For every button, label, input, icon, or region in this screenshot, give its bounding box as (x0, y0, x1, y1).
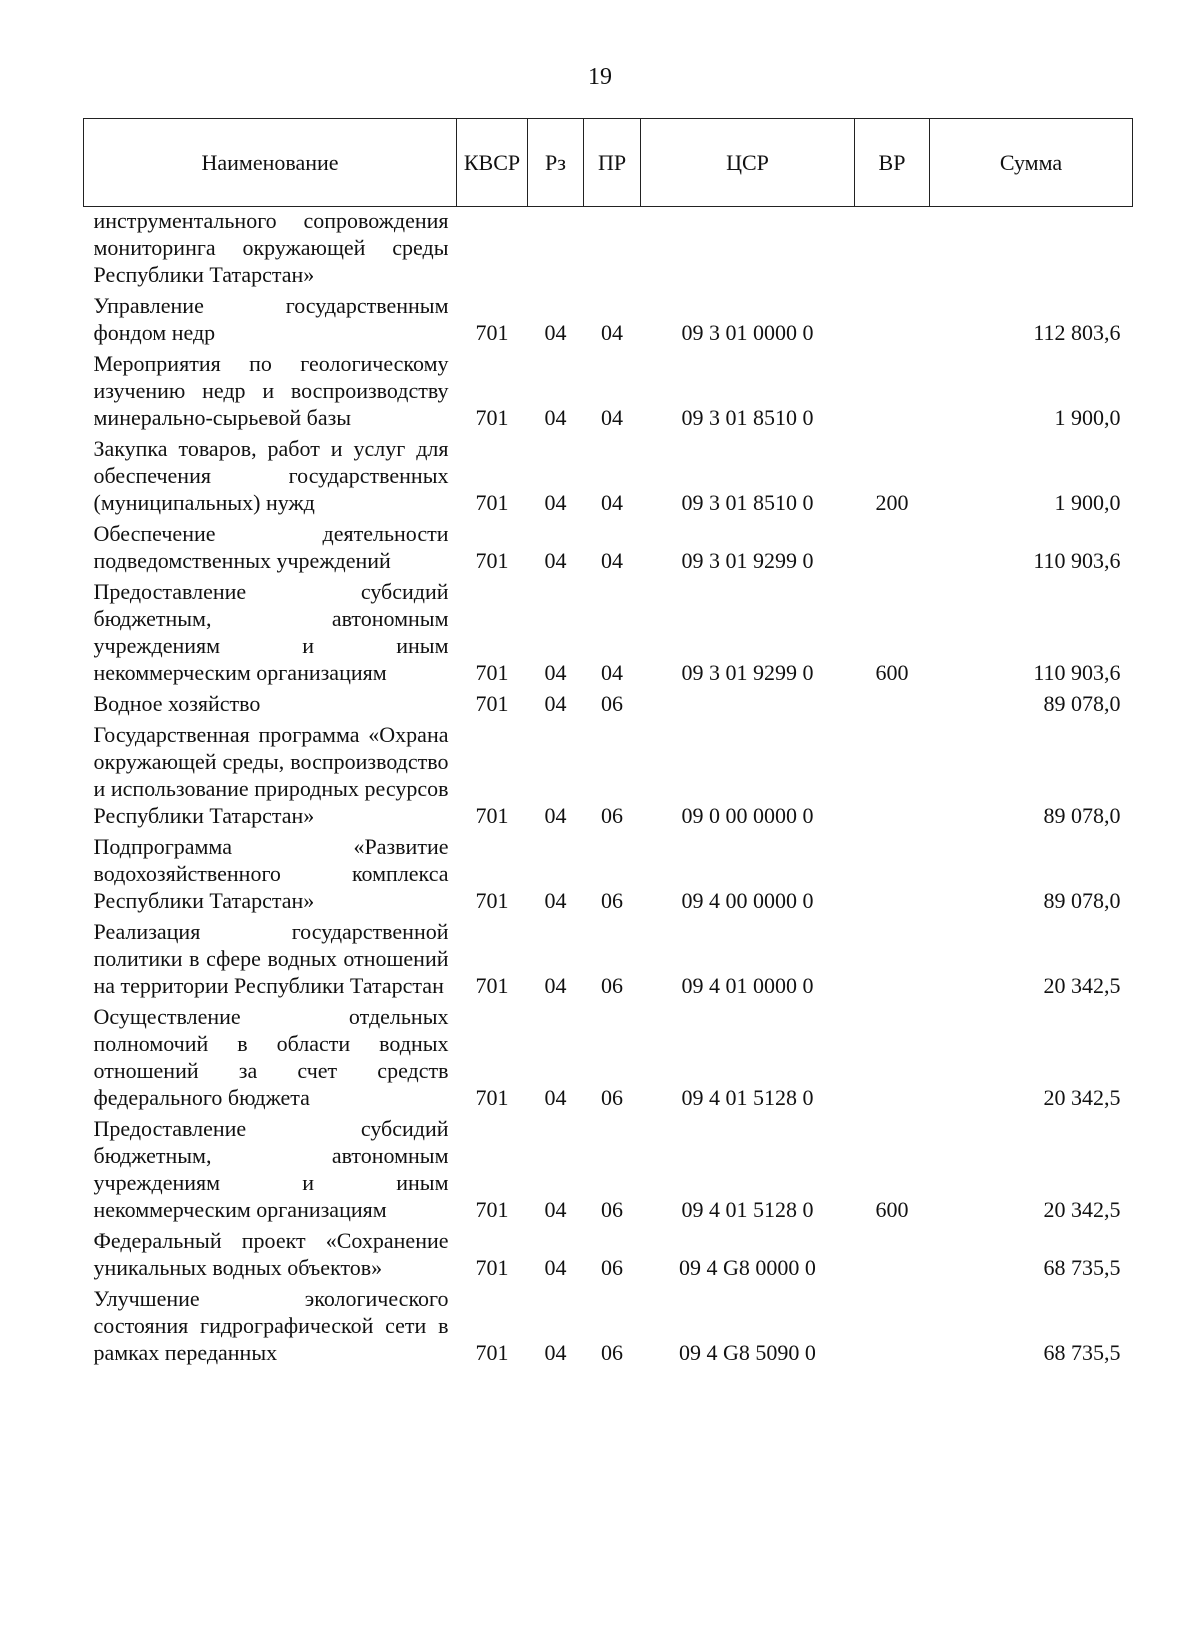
cell-vr (855, 721, 930, 833)
cell-kvsr (457, 207, 528, 293)
cell-sum: 112 803,6 (1033, 320, 1121, 345)
cell-kvsr: 701 (475, 691, 509, 716)
cell-name: Мероприятия по геологическому изучению недр и воспроизводству минерально-сырьевой базы (93, 351, 449, 430)
cell-rz: 04 (544, 973, 567, 998)
cell-rz: 04 (544, 405, 567, 430)
cell-kvsr: 701 (475, 490, 509, 515)
header-csr: ЦСР (641, 119, 855, 207)
cell-rz: 04 (544, 1255, 567, 1280)
cell-pr: 04 (601, 660, 623, 685)
header-vr: ВР (855, 119, 930, 207)
cell-csr: 09 4 G8 0000 0 (679, 1255, 816, 1280)
cell-sum: 68 735,5 (1043, 1340, 1121, 1365)
cell-name: Обеспечение деятельности подведомственных учреждений (93, 521, 449, 573)
cell-rz (528, 207, 584, 293)
cell-pr: 04 (601, 320, 623, 345)
cell-vr (855, 1003, 930, 1115)
page-number: 19 (588, 64, 612, 90)
cell-vr (855, 207, 930, 293)
cell-csr: 09 3 01 9299 0 (681, 660, 814, 685)
cell-sum: 110 903,6 (1033, 660, 1121, 685)
cell-pr: 06 (601, 1085, 623, 1110)
cell-csr: 09 3 01 8510 0 (681, 405, 814, 430)
cell-csr: 09 4 01 0000 0 (681, 973, 814, 998)
budget-table (83, 118, 1133, 1370)
cell-pr: 04 (601, 490, 623, 515)
header-pr: ПР (584, 119, 641, 207)
cell-kvsr: 701 (475, 973, 509, 998)
cell-kvsr: 701 (475, 660, 509, 685)
cell-csr: 09 4 G8 5090 0 (679, 1340, 816, 1365)
cell-pr (584, 207, 641, 293)
cell-sum: 1 900,0 (1054, 405, 1121, 430)
header-kvsr: КВСР (457, 119, 528, 207)
cell-kvsr: 701 (475, 320, 509, 345)
header-sum: Сумма (930, 119, 1133, 207)
cell-sum (930, 207, 1133, 293)
cell-sum: 89 078,0 (1043, 803, 1121, 828)
cell-rz: 04 (544, 888, 567, 913)
cell-name: Предоставление субсидий бюджетным, автономным учреждениям и иным некоммерческим организациям (93, 579, 449, 685)
table-row (84, 1003, 1133, 1115)
cell-rz: 04 (544, 660, 567, 685)
cell-sum: 68 735,5 (1043, 1255, 1121, 1280)
table-row (84, 435, 1133, 520)
cell-kvsr: 701 (475, 1255, 509, 1280)
cell-name: инструментального сопровождения мониторинга окружающей среды Республики Татарстан» (93, 208, 449, 287)
cell-rz: 04 (544, 1340, 567, 1365)
table-row (84, 1227, 1133, 1285)
cell-sum: 20 342,5 (1043, 1197, 1121, 1222)
header-name: Наименование (84, 119, 457, 207)
cell-kvsr: 701 (475, 1085, 509, 1110)
cell-pr: 06 (601, 691, 623, 716)
cell-name: Улучшение экологического состояния гидрографической сети в рамках переданных (93, 1286, 449, 1365)
cell-vr (855, 690, 930, 721)
cell-sum: 20 342,5 (1043, 1085, 1121, 1110)
cell-kvsr: 701 (475, 548, 509, 573)
cell-rz: 04 (544, 490, 567, 515)
table-row (84, 918, 1133, 1003)
cell-csr: 09 3 01 9299 0 (681, 548, 814, 573)
cell-name: Предоставление субсидий бюджетным, автономным учреждениям и иным некоммерческим организациям (93, 1116, 449, 1222)
table-row (84, 690, 1133, 721)
cell-rz: 04 (544, 691, 567, 716)
cell-rz: 04 (544, 320, 567, 345)
table-body (84, 207, 1133, 1371)
cell-sum: 1 900,0 (1054, 490, 1121, 515)
cell-sum: 20 342,5 (1043, 973, 1121, 998)
cell-sum: 89 078,0 (1043, 691, 1121, 716)
cell-vr (855, 292, 930, 350)
header-rz: Рз (528, 119, 584, 207)
cell-sum: 89 078,0 (1043, 888, 1121, 913)
table-row (84, 292, 1133, 350)
cell-name: Управление государственным фондом недр (93, 293, 449, 345)
table-row (84, 350, 1133, 435)
table-row (84, 520, 1133, 578)
table-row (84, 1285, 1133, 1370)
cell-csr: 09 0 00 0000 0 (681, 803, 814, 828)
cell-vr (855, 1227, 930, 1285)
cell-csr (641, 207, 855, 293)
cell-vr (855, 918, 930, 1003)
cell-csr: 09 3 01 8510 0 (681, 490, 814, 515)
cell-pr: 06 (601, 803, 623, 828)
table-row (84, 207, 1133, 293)
cell-kvsr: 701 (475, 803, 509, 828)
cell-name: Государственная программа «Охрана окружающей среды, воспроизводство и использование природных ресурсов Республики Татарстан» (93, 722, 449, 828)
cell-vr: 200 (875, 490, 909, 515)
cell-vr: 600 (875, 1197, 909, 1222)
cell-vr: 600 (875, 660, 909, 685)
cell-pr: 06 (601, 888, 623, 913)
cell-rz: 04 (544, 1197, 567, 1222)
table-header (84, 119, 1133, 207)
cell-name: Закупка товаров, работ и услуг для обеспечения государственных (муниципальных) нужд (93, 436, 449, 515)
table-row (84, 1115, 1133, 1227)
cell-rz: 04 (544, 548, 567, 573)
cell-kvsr: 701 (475, 1197, 509, 1222)
cell-pr: 06 (601, 1255, 623, 1280)
cell-vr (855, 350, 930, 435)
table-row (84, 578, 1133, 690)
cell-vr (855, 1285, 930, 1370)
cell-kvsr: 701 (475, 1340, 509, 1365)
cell-pr: 06 (601, 973, 623, 998)
cell-csr: 09 4 01 5128 0 (681, 1085, 814, 1110)
cell-rz: 04 (544, 1085, 567, 1110)
cell-csr: 09 3 01 0000 0 (681, 320, 814, 345)
cell-name: Федеральный проект «Сохранение уникальных водных объектов» (93, 1228, 449, 1280)
header-row (84, 119, 1133, 207)
cell-rz: 04 (544, 803, 567, 828)
cell-kvsr: 701 (475, 405, 509, 430)
table-row (84, 833, 1133, 918)
cell-name: Реализация государственной политики в сфере водных отношений на территории Республики Татарстан (93, 919, 449, 998)
cell-vr (855, 520, 930, 578)
cell-pr: 04 (601, 405, 623, 430)
cell-pr: 06 (601, 1340, 623, 1365)
cell-csr: 09 4 01 5128 0 (681, 1197, 814, 1222)
cell-csr: 09 4 00 0000 0 (681, 888, 814, 913)
cell-name: Водное хозяйство (93, 691, 261, 716)
table-row (84, 721, 1133, 833)
cell-kvsr: 701 (475, 888, 509, 913)
cell-name: Подпрограмма «Развитие водохозяйственного комплекса Республики Татарстан» (93, 834, 449, 913)
cell-sum: 110 903,6 (1033, 548, 1121, 573)
cell-vr (855, 833, 930, 918)
cell-pr: 06 (601, 1197, 623, 1222)
cell-name: Осуществление отдельных полномочий в области водных отношений за счет средств федерального бюджета (93, 1004, 449, 1110)
cell-csr (641, 690, 855, 721)
cell-pr: 04 (601, 548, 623, 573)
